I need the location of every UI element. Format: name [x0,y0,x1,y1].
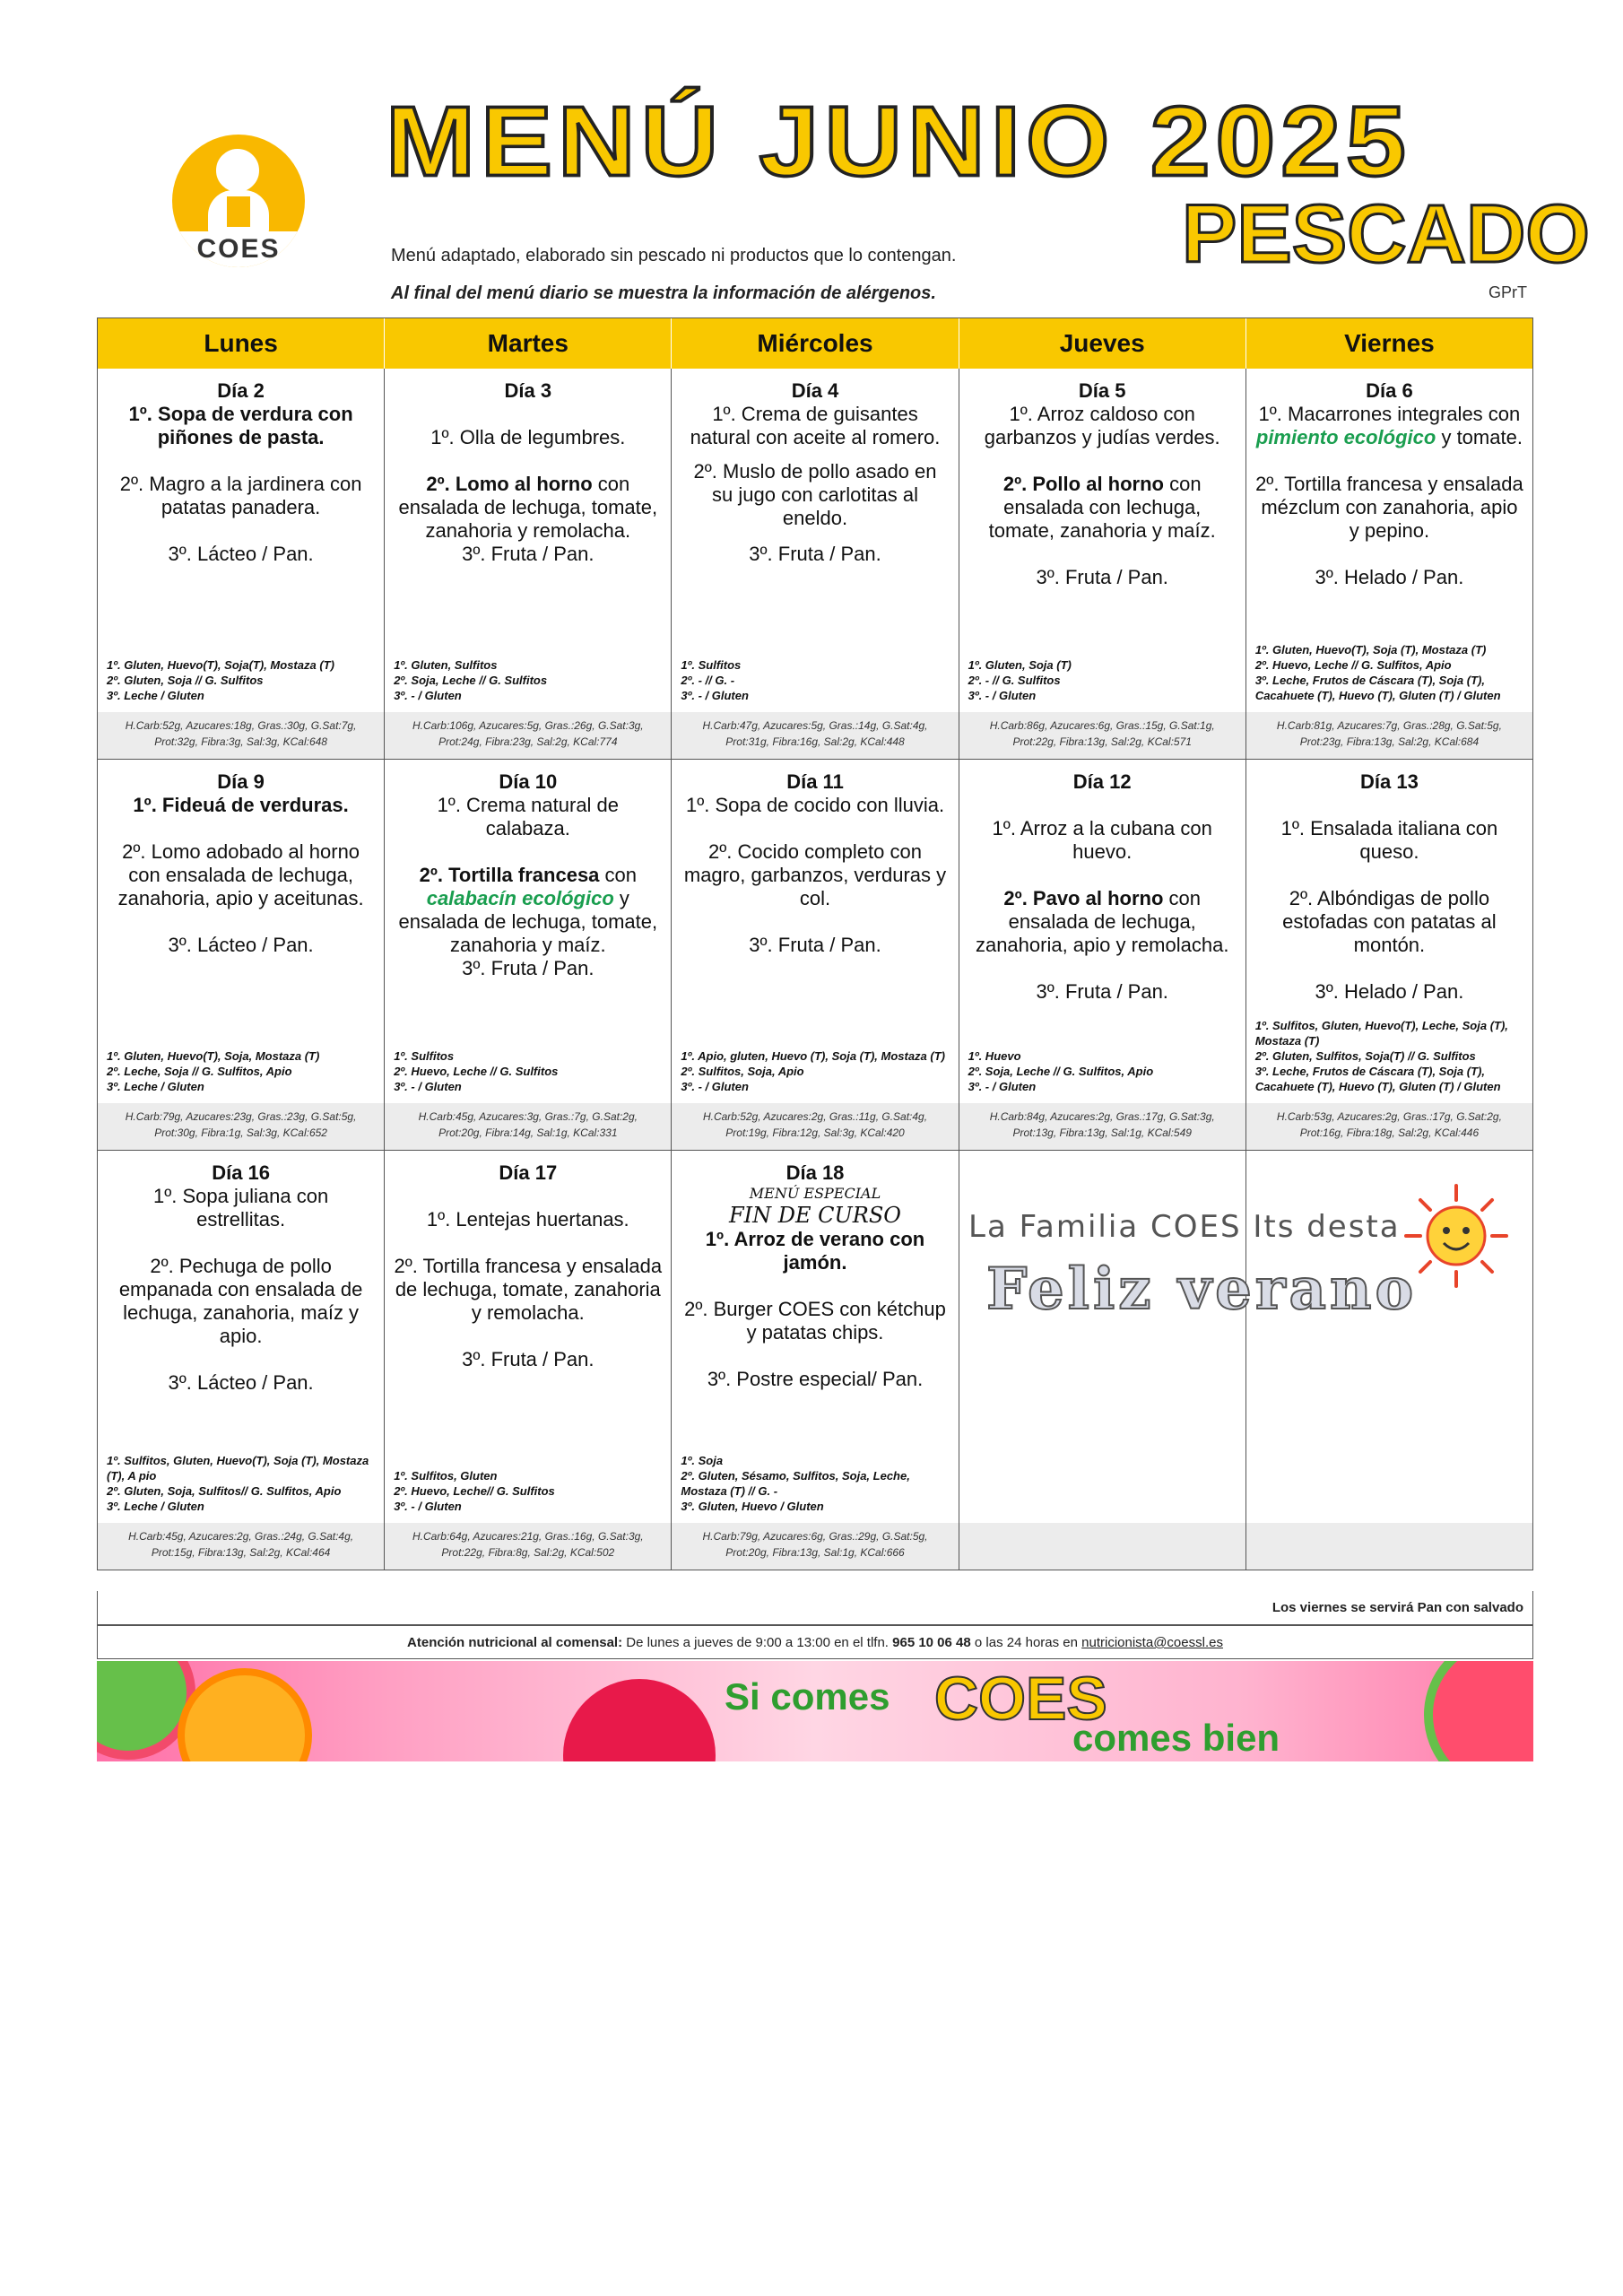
weekday-header: Jueves [959,318,1246,369]
nutrition-info: H.Carb:47g, Azucares:5g, Gras.:14g, G.Sat:4g, Prot:31g, Fibra:16g, Sal:2g, KCal:448 [672,712,958,759]
allergen-info: 1º. Sulfitos 2º. Huevo, Leche // G. Sulfitos 3º. - / Gluten [394,1049,559,1093]
third-course: 3º. Lácteo / Pan. [168,543,314,565]
nutrition-info: H.Carb:52g, Azucares:2g, Gras.:11g, G.Sat:4g, Prot:19g, Fibra:12g, Sal:3g, KCal:420 [672,1103,958,1150]
second-course: 2º. Tortilla francesa y ensalada de lechuga, tomate, zanahoria y remolacha. [394,1255,663,1324]
allergen-info: 1º. Sulfitos, Gluten, Huevo(T), Soja (T), Mostaza (T), A pio 2º. Gluten, Soja, Sulfitos// G. Sulfitos, Apio 3º. Leche / Gluten [107,1454,369,1513]
first-course: 1º. Crema de guisantes natural con aceite al romero. [690,403,941,448]
logo-text: COES [172,231,305,267]
third-course: 3º. Fruta / Pan. [462,543,595,565]
first-course: 1º. Olla de legumbres. [430,426,626,448]
nutrition-info: H.Carb:53g, Azucares:2g, Gras.:17g, G.Sat:2g, Prot:16g, Fibra:18g, Sal:2g, KCal:446 [1246,1103,1532,1150]
allergen-info: 1º. Apio, gluten, Huevo (T), Soja (T), Mostaza (T) 2º. Sulfitos, Soja, Apio 3º. - / Gluten [681,1049,946,1093]
first-course: 1º. Crema natural de calabaza. [437,794,620,839]
child-face-icon [213,145,263,196]
first-course: 1º. Ensalada italiana con queso. [1280,817,1498,863]
page-title: MENÚ JUNIO 2025 [386,86,1411,197]
day-cell [959,369,1246,760]
contact-email-link[interactable]: nutricionista@coessl.es [1081,1635,1223,1650]
first-course: 1º. Sopa de verdura con piñones de pasta. [128,403,353,448]
special-menu-label: MENÚ ESPECIAL [749,1185,881,1202]
day-title: Día 16 [212,1161,271,1184]
allergen-info: 1º. Gluten, Soja (T) 2º. - // G. Sulfitos 3º. - / Gluten [968,658,1072,702]
first-course: 1º. Sopa juliana con estrellitas. [153,1185,329,1231]
day-cell [98,760,385,1151]
second-course: 2º. Pavo al horno con ensalada de lechuga, zanahoria, apio y remolacha. [975,887,1229,956]
day-cell [1246,760,1533,1151]
nutrition-info: H.Carb:52g, Azucares:18g, Gras.:30g, G.Sat:7g, Prot:32g, Fibra:3g, Sal:3g, KCal:648 [98,712,384,759]
second-course: 2º. Pollo al horno con ensalada con lechuga, tomate, zanahoria y maíz. [988,473,1216,542]
first-course: 1º. Arroz caldoso con garbanzos y judías verdes. [984,403,1220,448]
allergen-info: 1º. Soja 2º. Gluten, Sésamo, Sulfitos, Soja, Leche, Mostaza (T) // G. - 3º. Gluten, Huevo / Gluten [681,1454,910,1513]
second-course: 2º. Cocido completo con magro, garbanzos, verduras y col. [683,840,947,909]
third-course: 3º. Fruta / Pan. [462,957,595,979]
second-course: 2º. Tortilla francesa con calabacín ecológico y ensalada de lechuga, tomate, zanahoria y maíz. [398,864,658,956]
second-course: 2º. Muslo de pollo asado en su jugo con carlotitas al eneldo. [693,460,937,529]
second-course: 2º. Albóndigas de pollo estofadas con patatas al montón. [1282,887,1497,956]
nutrition-info: H.Carb:81g, Azucares:7g, Gras.:28g, G.Sat:5g, Prot:23g, Fibra:13g, Sal:2g, KCal:684 [1246,712,1532,759]
day-title: Día 5 [1078,379,1126,402]
second-course: 2º. Magro a la jardinera con patatas panadera. [119,473,362,518]
adapted-menu-note: Menú adaptado, elaborado sin pescado ni productos que lo contengan. [391,246,957,265]
nutrition-info: H.Carb:86g, Azucares:6g, Gras.:15g, G.Sat:1g, Prot:22g, Fibra:13g, Sal:2g, KCal:571 [959,712,1245,759]
second-course: 2º. Lomo al horno con ensalada de lechuga, tomate, zanahoria y remolacha. [398,473,658,542]
nutrition-contact: Atención nutricional al comensal: De lunes a jueves de 9:00 a 13:00 en el tlfn. 965 10 06 48 o las 24 horas en nutricionista@coessl.es [97,1625,1533,1659]
third-course: 3º. Helado / Pan. [1315,566,1464,588]
day-title: Día 13 [1360,770,1419,793]
third-course: 3º. Fruta / Pan. [462,1348,595,1370]
nutrition-info: H.Carb:106g, Azucares:5g, Gras.:26g, G.Sat:3g, Prot:24g, Fibra:23g, Sal:2g, KCal:774 [385,712,671,759]
contact-phone: 965 10 06 48 [892,1635,971,1650]
summer-line-2: Feliz verano [986,1256,1418,1323]
orange-icon [178,1668,312,1761]
nutrition-info: H.Carb:45g, Azucares:3g, Gras.:7g, G.Sat:2g, Prot:20g, Fibra:14g, Sal:1g, KCal:331 [385,1103,671,1150]
book-icon [224,194,253,230]
third-course: 3º. Helado / Pan. [1315,980,1464,1003]
second-course: 2º. Lomo adobado al horno con ensalada de lechuga, zanahoria, apio y aceitunas. [117,840,364,909]
banner-brand: COES [934,1665,1107,1733]
day-cell [385,760,672,1151]
day-cell [98,1151,385,1570]
day-title: Día 11 [786,770,844,793]
summer-greeting [959,1175,1532,1336]
second-course: 2º. Burger COES con kétchup y patatas chips. [684,1298,946,1344]
second-course: 2º. Pechuga de pollo empanada con ensalada de lechuga, zanahoria, maíz y apio. [118,1255,363,1347]
first-course: 1º. Arroz de verano con jamón. [705,1228,925,1274]
first-course: 1º. Sopa de cocido con lluvia. [685,794,945,816]
banner-text-1: Si comes [725,1675,890,1718]
day-cell [98,369,385,760]
day-cell [959,760,1246,1151]
allergen-info: 1º. Huevo 2º. Soja, Leche // G. Sulfitos, Apio 3º. - / Gluten [968,1049,1154,1093]
day-title: Día 2 [217,379,265,402]
first-course: 1º. Fideuá de verduras. [133,794,349,816]
third-course: 3º. Postre especial/ Pan. [707,1368,924,1390]
menu-code: GPrT [1488,283,1527,301]
day-title: Día 12 [1072,770,1132,793]
second-course: 2º. Tortilla francesa y ensalada mézclum con zanahoria, apio y pepino. [1255,473,1523,542]
page-subtitle: PESCADO [1182,188,1590,280]
day-cell [672,1151,959,1570]
weekday-header: Martes [385,318,672,369]
first-course: 1º. Arroz a la cubana con huevo. [992,817,1212,863]
nutrition-info: H.Carb:84g, Azucares:2g, Gras.:17g, G.Sat:3g, Prot:13g, Fibra:13g, Sal:1g, KCal:549 [959,1103,1245,1150]
day-title: Día 10 [499,770,558,793]
third-course: 3º. Lácteo / Pan. [168,934,314,956]
special-menu-title: FIN DE CURSO [729,1203,901,1228]
allergen-info: 1º. Gluten, Sulfitos 2º. Soja, Leche // G. Sulfitos 3º. - / Gluten [394,658,548,702]
menu-table [97,317,1533,1570]
allergen-note: Al final del menú diario se muestra la información de alérgenos. [391,283,936,303]
allergen-info: 1º. Sulfitos, Gluten 2º. Huevo, Leche// G. Sulfitos 3º. - / Gluten [394,1469,555,1513]
banner-text-2: comes bien [1072,1717,1280,1759]
nutrition-info: H.Carb:64g, Azucares:21g, Gras.:16g, G.Sat:3g, Prot:22g, Fibra:8g, Sal:2g, KCal:502 [385,1523,671,1570]
first-course: 1º. Macarrones integrales con pimiento ecológico y tomate. [1255,403,1523,448]
coes-banner [97,1661,1533,1761]
day-title: Día 17 [499,1161,558,1184]
weekday-header: Miércoles [672,318,959,369]
week-row [98,760,1533,1151]
nutrition-info: H.Carb:79g, Azucares:23g, Gras.:23g, G.Sat:5g, Prot:30g, Fibra:1g, Sal:3g, KCal:652 [98,1103,384,1150]
allergen-info: 1º. Gluten, Huevo(T), Soja (T), Mostaza (T) 2º. Huevo, Leche // G. Sulfitos, Apio 3º. Leche, Frutos de Cáscara (T), Soja (T), Cacahuete (T), Huevo (T), Gluten (T) / Gluten [1254,643,1501,702]
day-cell [672,369,959,760]
nutrition-info: H.Carb:79g, Azucares:6g, Gras.:29g, G.Sat:5g, Prot:20g, Fibra:13g, Sal:1g, KCal:666 [672,1523,958,1570]
allergen-info: 1º. Gluten, Huevo(T), Soja, Mostaza (T) 2º. Leche, Soja // G. Sulfitos, Apio 3º. Leche / Gluten [107,1049,320,1093]
allergen-info: 1º. Gluten, Huevo(T), Soja(T), Mostaza (T) 2º. Gluten, Soja // G. Sulfitos 3º. Leche / Gluten [107,658,334,702]
summer-line-1: La Familia COES Its desta [968,1209,1401,1245]
weekday-header: Viernes [1246,318,1533,369]
day-cell [672,760,959,1151]
friday-bread-note: Los viernes se servirá Pan con salvado [97,1591,1533,1625]
third-course: 3º. Lácteo / Pan. [168,1371,314,1394]
day-title: Día 6 [1366,379,1413,402]
day-title: Día 18 [785,1161,845,1184]
third-course: 3º. Fruta / Pan. [749,934,881,956]
third-course: 3º. Fruta / Pan. [1036,980,1168,1003]
coes-logo [172,135,305,267]
third-course: 3º. Fruta / Pan. [749,543,881,565]
day-cell [1246,369,1533,760]
third-course: 3º. Fruta / Pan. [1036,566,1168,588]
nutrition-info: H.Carb:45g, Azucares:2g, Gras.:24g, G.Sat:4g, Prot:15g, Fibra:13g, Sal:2g, KCal:464 [98,1523,384,1570]
allergen-info: 1º. Sulfitos, Gluten, Huevo(T), Leche, Soja (T), Mostaza (T) 2º. Gluten, Sulfitos, Soja(T) // G. Sulfitos 3º. Leche, Frutos de Cáscara (T), Soja (T), Cacahuete (T), Huevo (T), Gluten (T) / Gluten [1254,1019,1508,1093]
eco-highlight: pimiento ecológico [1255,426,1436,448]
day-title: Día 9 [217,770,265,793]
day-title: Día 4 [791,379,839,402]
day-title: Día 3 [504,379,552,402]
allergen-info: 1º. Sulfitos 2º. - // G. - 3º. - / Gluten [681,658,749,702]
first-course: 1º. Lentejas huertanas. [426,1208,629,1231]
apple-icon [563,1679,716,1761]
eco-highlight: calabacín ecológico [426,887,614,909]
weekday-header: Lunes [98,318,385,369]
sun-icon [1402,1182,1510,1290]
day-cell [385,1151,672,1570]
watermelon-icon [1424,1661,1533,1761]
day-cell [385,369,672,760]
weekday-header-row [98,318,1533,369]
week-row [98,369,1533,760]
